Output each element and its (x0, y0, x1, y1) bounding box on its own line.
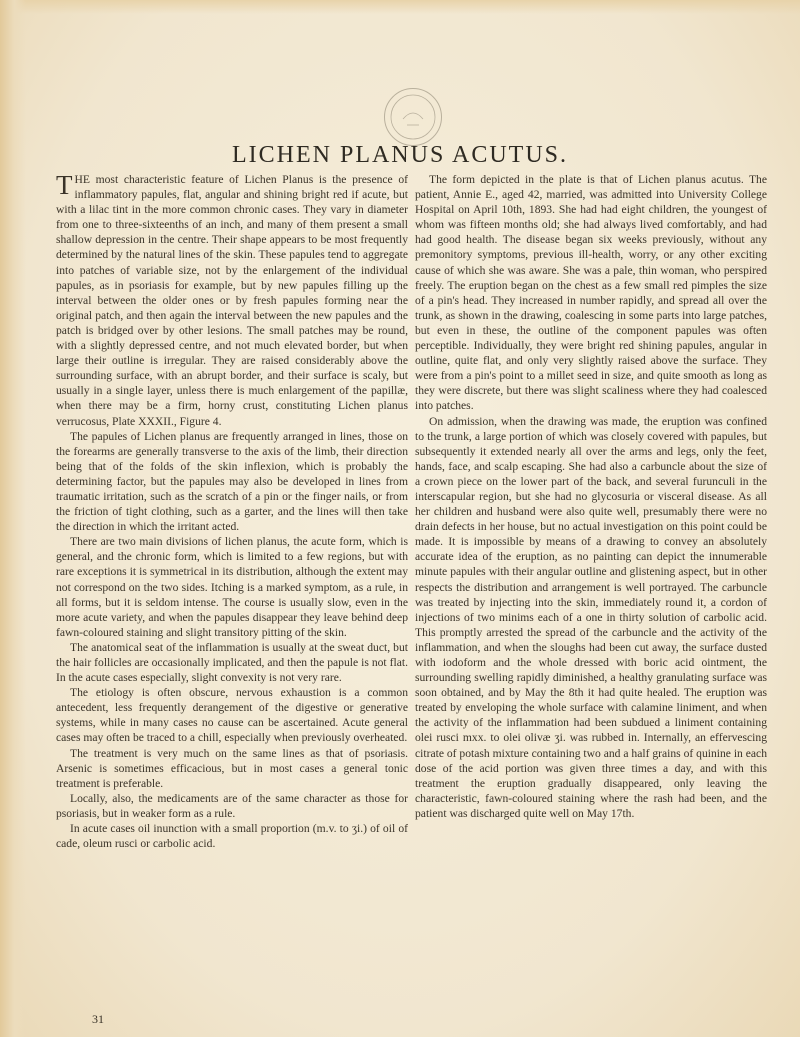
paragraph: The form depicted in the plate is that of Lichen planus acutus. The patient, Annie E., aged 42, married, was admitted into University College Hospital on April 10th, 1893. She had had eight children, the youngest of whom was fifteen months old; she had always lived comfortably, and had had good health. The disease began six weeks previously, without any premonitory symptoms, previous ill-health, worry, or any other exciting cause of which she was aware. She was a pale, thin woman, who perspired freely. The eruption began on the chest as a few small red pimples the size of a pin's head. They increased in number rapidly, and spread all over the trunk, as shown in the drawing, coalescing in some parts into large patches, but even in these, the outline of the component papules was often perceptible. Individually, they were bright red shining papules, angular in outline, quite flat, and only very slightly raised above the surface. They were from a pin's point to a millet seed in size, and quite smooth as long as they were discrete, but there was slight scaliness where they had coalesced into patches. (415, 173, 767, 413)
page-number: 31 (92, 1012, 104, 1026)
paragraph: The etiology is often obscure, nervous exhaustion is a common antecedent, less frequently derangement of the digestive or generative systems, while in many cases no cause can be ascertained. Acute general cases may often be traced to a chill, especially when previously overheated. (56, 686, 408, 745)
page-title: LICHEN PLANUS ACUTUS. (231, 142, 569, 168)
drop-cap: T (56, 170, 73, 200)
paragraph: The treatment is very much on the same lines as that of psoriasis. Arsenic is sometimes efficacious, but in most cases a general tonic treatment is preferable. (56, 746, 408, 790)
left-column (56, 172, 408, 851)
paragraph: On admission, when the drawing was made, the eruption was confined to the trunk, a large portion of which was closely covered with papules, but subsequently it extended nearly all over the arms and legs, only the feet, hands, face, and scalp escaping. She had also a carbuncle about the size of a crown piece on the lower part of the back, and several furunculi in the interscapular region, but she had no glycosuria or visceral disease. As all her children and husband were also quite well, presumably there were no drain defects in her house, but no actual investigation on this point could be made. It is impossible by means of a drawing to convey an absolutely accurate idea of the eruption, as no painting can depict the innumerable minute papules with their angular outline and glistening aspect, but in other respects the distribution and arrangement is well portrayed. The carbuncle was treated by injecting into the skin, immediately round it, a cordon of injections of two minims each of a one in thirty solution of carbolic acid. This promptly arrested the spread of the carbuncle and the activity of the inflammation, and when the sloughs had been cut away, the surface dusted with iodoform and the whole dressed with boric acid ointment, the surrounding swelling rapidly diminished, a healthy granulating surface was soon obtained, and by May the 8th it had quite healed. The eruption was treated by enveloping the whole surface with calamine liniment, and when the activity of the inflammation had been subdued a liniment containing olei rusci mxx. to olei olivæ ʒi. was rubbed in. Internally, an effervescing citrate of potash mixture containing two and a half grains of quinine in each dose of the acid portion was given three times a day, and with this treatment the eruption gradually disappeared, only leaving the characteristic, fawn-coloured staining where the rash had been, and the patient was discharged quite well on May 17th. (415, 414, 767, 820)
paragraph: There are two main divisions of lichen planus, the acute form, which is general, and the chronic form, which is limited to a few regions, but with rare exceptions it is symmetrical in its distribution, although the extent may not correspond on the two sides. Itching is a marked symptom, as a rule, in all forms, but it is seldom intense. The course is usually slow, even in the more acute variety, and when the papules disappear they leave behind deep fawn-coloured staining and slight transitory pitting of the skin. (56, 535, 408, 639)
paragraph: The papules of Lichen planus are frequently arranged in lines, those on the forearms are generally transverse to the axis of the limb, their direction being that of the folds of the skin inflexion, which is probably the determining factor, but the papules may also be developed in lines from traumatic irritation, such as the scratch of a pin or the finger nails, or from the friction of tight clothing, such as a garter, and the lines will then take the direction in which the irritant acted. (56, 429, 408, 534)
paragraph (56, 172, 408, 429)
library-stamp-icon (384, 88, 442, 146)
paragraph: The anatomical seat of the inflammation is usually at the sweat duct, but the hair follicles are occasionally implicated, and then the papule is not flat. In the acute cases especially, slight convexity is not very rare. (56, 640, 408, 685)
right-column (415, 172, 767, 821)
paper-edge-top (0, 0, 800, 14)
paragraph: In acute cases oil inunction with a small proportion (m.v. to ʒi.) of oil of cade, oleum rusci or carbolic acid. (56, 822, 408, 851)
paragraph-text: HE most characteristic feature of Lichen Planus is the presence of inflammatory papules, flat, angular and shining bright red if acute, but with a lilac tint in the more common chronic cases. They vary in diameter from one to three-sixteenths of an inch, and many of them present a small shallow depression in the centre. Their shape appears to be most frequently determined by the natural lines of the skin. These papules tend to aggregate into patches of variable size, not by the enlargement of the individual papules, as in psoriasis for example, but by new papules filling up the interval between the older ones or by fresh papules forming near the original patch, and then again the interval between the new papules and the patch is bridged over by other lesions. The small patches may be round, with a slightly depressed centre, and not much elevated border, but when large their outline is irregular. They are raised considerably above the surrounding surface, with an abrupt border, and their surface is scaly, but usually in a single layer, unless there is much enlargement of the papillæ, when there may be a firm, horny crust, constituting Lichen planus verrucosus, Plate XXXII., Figure 4. (56, 173, 408, 428)
paragraph: Locally, also, the medicaments are of the same character as those for psoriasis, but in weaker form as a rule. (56, 791, 408, 820)
